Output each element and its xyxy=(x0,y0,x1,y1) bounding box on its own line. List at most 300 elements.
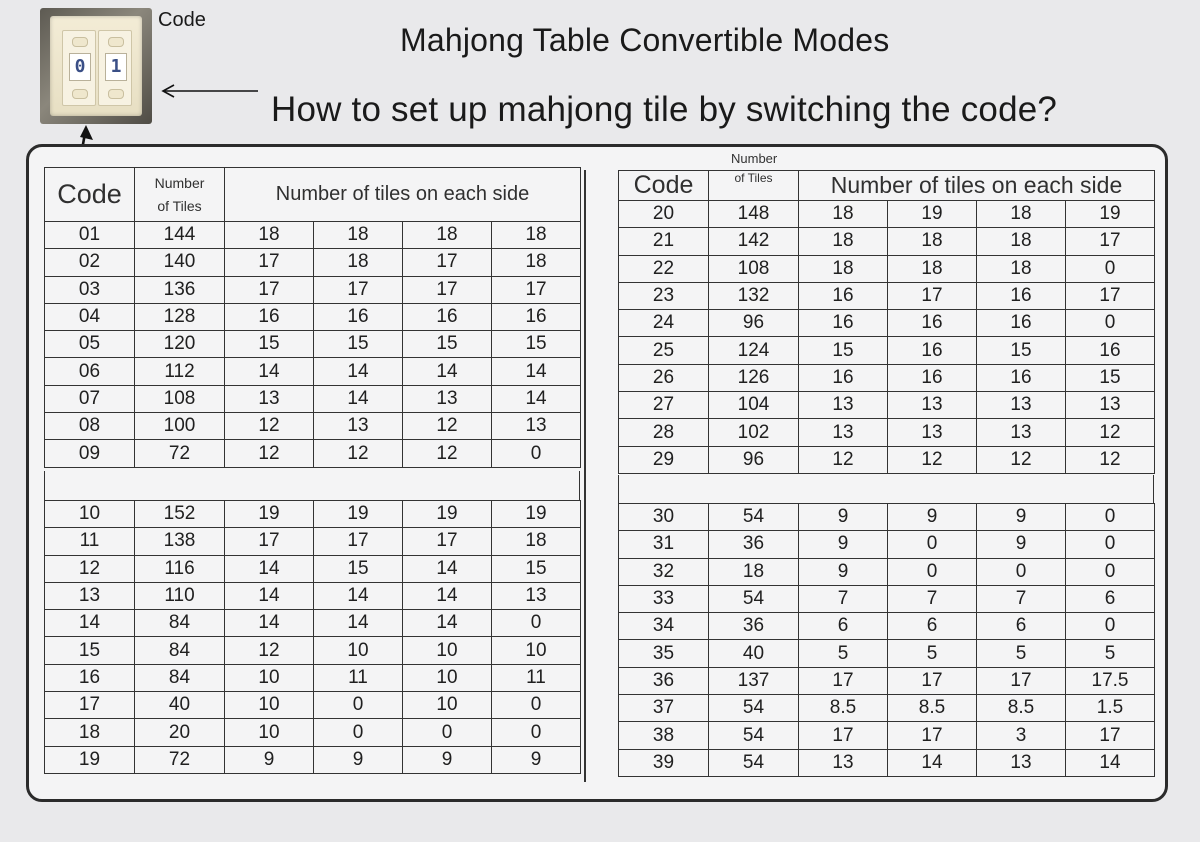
side-1-cell: 9 xyxy=(799,531,888,558)
table-row xyxy=(45,528,581,555)
side-4-cell: 13 xyxy=(1066,392,1155,419)
header-line: Number xyxy=(154,174,205,191)
tile-count-cell: 137 xyxy=(709,667,799,694)
code-cell: 10 xyxy=(45,501,135,528)
tile-count-cell: 148 xyxy=(709,201,799,228)
table-row xyxy=(45,501,581,528)
side-4-cell: 19 xyxy=(492,501,581,528)
side-3-cell: 18 xyxy=(403,222,492,249)
side-2-cell: 6 xyxy=(888,613,977,640)
tile-count-cell: 144 xyxy=(135,222,225,249)
side-4-cell: 0 xyxy=(1066,310,1155,337)
column-header-number-line: Number xyxy=(731,151,778,166)
side-2-cell: 0 xyxy=(888,531,977,558)
code-cell: 04 xyxy=(45,303,135,330)
side-4-cell: 17.5 xyxy=(1066,667,1155,694)
side-3-cell: 15 xyxy=(977,337,1066,364)
side-3-cell: 18 xyxy=(977,228,1066,255)
code-cell: 07 xyxy=(45,385,135,412)
code-cell: 33 xyxy=(619,585,709,612)
table-row xyxy=(619,749,1155,776)
side-3-cell: 9 xyxy=(403,746,492,773)
code-cell: 21 xyxy=(619,228,709,255)
side-1-cell: 12 xyxy=(225,413,314,440)
code-cell: 35 xyxy=(619,640,709,667)
side-2-cell: 13 xyxy=(888,392,977,419)
table-row xyxy=(45,746,581,773)
side-2-cell: 0 xyxy=(314,692,403,719)
code-cell: 14 xyxy=(45,610,135,637)
side-1-cell: 15 xyxy=(225,331,314,358)
tile-count-cell: 152 xyxy=(135,501,225,528)
side-3-cell: 14 xyxy=(403,610,492,637)
table-row xyxy=(45,358,581,385)
table-row xyxy=(619,201,1155,228)
side-4-cell: 17 xyxy=(492,276,581,303)
side-2-cell: 0 xyxy=(314,719,403,746)
side-1-cell: 18 xyxy=(799,201,888,228)
side-2-cell: 15 xyxy=(314,555,403,582)
tile-count-cell: 112 xyxy=(135,358,225,385)
code-cell: 09 xyxy=(45,440,135,467)
side-4-cell: 9 xyxy=(492,746,581,773)
code-cell: 23 xyxy=(619,282,709,309)
side-3-cell: 8.5 xyxy=(977,695,1066,722)
tile-count-cell: 36 xyxy=(709,613,799,640)
side-4-cell: 14 xyxy=(1066,749,1155,776)
dial-up-button xyxy=(72,37,88,47)
side-4-cell: 14 xyxy=(492,358,581,385)
table-row xyxy=(45,413,581,440)
dial-up-button xyxy=(108,37,124,47)
table-row xyxy=(45,331,581,358)
tile-count-cell: 126 xyxy=(709,364,799,391)
tile-count-cell: 128 xyxy=(135,303,225,330)
section-gap xyxy=(44,471,580,501)
code-cell: 08 xyxy=(45,413,135,440)
side-1-cell: 9 xyxy=(225,746,314,773)
side-2-cell: 9 xyxy=(314,746,403,773)
table-row xyxy=(619,419,1155,446)
side-1-cell: 16 xyxy=(799,310,888,337)
side-2-cell: 16 xyxy=(888,310,977,337)
code-cell: 25 xyxy=(619,337,709,364)
side-2-cell: 7 xyxy=(888,585,977,612)
column-header-number-of-tiles xyxy=(709,171,799,201)
side-4-cell: 0 xyxy=(492,440,581,467)
table-row xyxy=(45,303,581,330)
side-1-cell: 16 xyxy=(799,364,888,391)
side-1-cell: 7 xyxy=(799,585,888,612)
side-2-cell: 17 xyxy=(314,528,403,555)
code-table-left-bottom xyxy=(44,500,581,774)
side-2-cell: 17 xyxy=(888,667,977,694)
side-1-cell: 14 xyxy=(225,610,314,637)
side-3-cell: 12 xyxy=(403,413,492,440)
side-3-cell: 16 xyxy=(403,303,492,330)
header-line: of Tiles xyxy=(734,171,773,185)
table-row xyxy=(619,667,1155,694)
side-2-cell: 13 xyxy=(314,413,403,440)
side-4-cell: 0 xyxy=(1066,613,1155,640)
side-3-cell: 16 xyxy=(977,310,1066,337)
side-2-cell: 16 xyxy=(888,337,977,364)
side-4-cell: 16 xyxy=(492,303,581,330)
tile-count-cell: 138 xyxy=(135,528,225,555)
side-3-cell: 14 xyxy=(403,582,492,609)
side-3-cell: 10 xyxy=(403,664,492,691)
side-3-cell: 13 xyxy=(977,749,1066,776)
side-3-cell: 17 xyxy=(977,667,1066,694)
side-2-cell: 18 xyxy=(888,255,977,282)
tile-count-cell: 116 xyxy=(135,555,225,582)
side-1-cell: 14 xyxy=(225,582,314,609)
side-4-cell: 6 xyxy=(1066,585,1155,612)
side-4-cell: 1.5 xyxy=(1066,695,1155,722)
table-row xyxy=(45,664,581,691)
side-4-cell: 17 xyxy=(1066,228,1155,255)
tile-count-cell: 40 xyxy=(135,692,225,719)
table-row xyxy=(45,385,581,412)
side-1-cell: 12 xyxy=(225,637,314,664)
table-row xyxy=(619,558,1155,585)
code-table-right-bottom xyxy=(618,503,1155,777)
side-1-cell: 14 xyxy=(225,358,314,385)
side-4-cell: 10 xyxy=(492,637,581,664)
side-2-cell: 17 xyxy=(314,276,403,303)
side-4-cell: 0 xyxy=(492,692,581,719)
side-1-cell: 16 xyxy=(799,282,888,309)
side-1-cell: 18 xyxy=(225,222,314,249)
code-cell: 28 xyxy=(619,419,709,446)
tile-count-cell: 20 xyxy=(135,719,225,746)
side-2-cell: 13 xyxy=(888,419,977,446)
table-row xyxy=(619,337,1155,364)
side-1-cell: 18 xyxy=(799,228,888,255)
table-row xyxy=(619,446,1155,473)
tile-count-cell: 132 xyxy=(709,282,799,309)
code-cell: 03 xyxy=(45,276,135,303)
tile-count-cell: 140 xyxy=(135,249,225,276)
column-header-code: Code xyxy=(619,171,709,201)
side-4-cell: 18 xyxy=(492,528,581,555)
side-3-cell: 9 xyxy=(977,531,1066,558)
code-cell: 34 xyxy=(619,613,709,640)
side-4-cell: 12 xyxy=(1066,419,1155,446)
side-4-cell: 19 xyxy=(1066,201,1155,228)
side-3-cell: 18 xyxy=(977,255,1066,282)
table-row xyxy=(45,610,581,637)
table-row xyxy=(619,640,1155,667)
side-3-cell: 13 xyxy=(977,419,1066,446)
code-dial-tens xyxy=(62,30,96,106)
tile-count-cell: 100 xyxy=(135,413,225,440)
side-3-cell: 10 xyxy=(403,637,492,664)
tile-count-cell: 84 xyxy=(135,664,225,691)
side-1-cell: 16 xyxy=(225,303,314,330)
side-2-cell: 16 xyxy=(888,364,977,391)
code-cell: 01 xyxy=(45,222,135,249)
dial-digit: 1 xyxy=(105,53,127,81)
code-cell: 11 xyxy=(45,528,135,555)
column-divider xyxy=(584,170,586,782)
table-row xyxy=(619,695,1155,722)
tile-count-cell: 54 xyxy=(709,585,799,612)
side-4-cell: 17 xyxy=(1066,722,1155,749)
side-2-cell: 9 xyxy=(888,504,977,531)
side-4-cell: 0 xyxy=(1066,504,1155,531)
code-switch-photo xyxy=(40,8,152,124)
code-dial-ones xyxy=(98,30,132,106)
side-2-cell: 18 xyxy=(888,228,977,255)
side-3-cell: 17 xyxy=(403,276,492,303)
side-3-cell: 16 xyxy=(977,282,1066,309)
tile-count-cell: 36 xyxy=(709,531,799,558)
side-2-cell: 17 xyxy=(888,282,977,309)
side-1-cell: 5 xyxy=(799,640,888,667)
page-title: Mahjong Table Convertible Modes xyxy=(400,22,890,58)
code-cell: 24 xyxy=(619,310,709,337)
code-table-right-top xyxy=(618,170,1155,474)
column-header-each-side: Number of tiles on each side xyxy=(225,168,581,222)
table-row xyxy=(619,364,1155,391)
side-2-cell: 14 xyxy=(888,749,977,776)
tile-count-cell: 72 xyxy=(135,440,225,467)
side-2-cell: 19 xyxy=(314,501,403,528)
side-3-cell: 12 xyxy=(403,440,492,467)
side-2-cell: 18 xyxy=(314,249,403,276)
side-1-cell: 12 xyxy=(799,446,888,473)
side-2-cell: 12 xyxy=(314,440,403,467)
code-cell: 17 xyxy=(45,692,135,719)
side-2-cell: 18 xyxy=(314,222,403,249)
arrow-left-icon xyxy=(160,84,260,98)
side-4-cell: 5 xyxy=(1066,640,1155,667)
side-3-cell: 9 xyxy=(977,504,1066,531)
side-4-cell: 17 xyxy=(1066,282,1155,309)
side-3-cell: 10 xyxy=(403,692,492,719)
table-row xyxy=(619,310,1155,337)
tile-count-cell: 84 xyxy=(135,610,225,637)
section-gap xyxy=(618,475,1154,504)
table-row xyxy=(619,228,1155,255)
side-1-cell: 17 xyxy=(225,249,314,276)
side-3-cell: 6 xyxy=(977,613,1066,640)
side-3-cell: 17 xyxy=(403,249,492,276)
side-4-cell: 18 xyxy=(492,249,581,276)
code-switch xyxy=(50,16,142,116)
side-1-cell: 17 xyxy=(225,528,314,555)
table-row xyxy=(45,555,581,582)
side-4-cell: 0 xyxy=(492,719,581,746)
code-cell: 39 xyxy=(619,749,709,776)
side-4-cell: 15 xyxy=(492,555,581,582)
tile-count-cell: 54 xyxy=(709,504,799,531)
dial-down-button xyxy=(108,89,124,99)
table-row xyxy=(619,585,1155,612)
side-2-cell: 17 xyxy=(888,722,977,749)
side-2-cell: 14 xyxy=(314,358,403,385)
side-3-cell: 16 xyxy=(977,364,1066,391)
side-4-cell: 0 xyxy=(492,610,581,637)
side-1-cell: 13 xyxy=(225,385,314,412)
side-1-cell: 19 xyxy=(225,501,314,528)
side-1-cell: 9 xyxy=(799,504,888,531)
side-2-cell: 12 xyxy=(888,446,977,473)
tile-count-cell: 104 xyxy=(709,392,799,419)
code-cell: 16 xyxy=(45,664,135,691)
side-2-cell: 8.5 xyxy=(888,695,977,722)
side-3-cell: 18 xyxy=(977,201,1066,228)
table-row xyxy=(619,255,1155,282)
side-1-cell: 8.5 xyxy=(799,695,888,722)
table-row xyxy=(619,282,1155,309)
side-2-cell: 0 xyxy=(888,558,977,585)
dial-digit: 0 xyxy=(69,53,91,81)
tile-count-cell: 96 xyxy=(709,446,799,473)
tile-count-cell: 142 xyxy=(709,228,799,255)
table-row xyxy=(619,531,1155,558)
code-cell: 20 xyxy=(619,201,709,228)
tile-count-cell: 120 xyxy=(135,331,225,358)
side-1-cell: 10 xyxy=(225,664,314,691)
code-cell: 06 xyxy=(45,358,135,385)
side-4-cell: 15 xyxy=(492,331,581,358)
side-2-cell: 16 xyxy=(314,303,403,330)
side-2-cell: 15 xyxy=(314,331,403,358)
table-row xyxy=(45,249,581,276)
side-1-cell: 12 xyxy=(225,440,314,467)
table-row xyxy=(45,276,581,303)
side-3-cell: 0 xyxy=(977,558,1066,585)
side-4-cell: 12 xyxy=(1066,446,1155,473)
side-3-cell: 3 xyxy=(977,722,1066,749)
code-cell: 31 xyxy=(619,531,709,558)
side-3-cell: 0 xyxy=(403,719,492,746)
code-cell: 02 xyxy=(45,249,135,276)
side-2-cell: 14 xyxy=(314,582,403,609)
tile-count-cell: 108 xyxy=(709,255,799,282)
tile-count-cell: 72 xyxy=(135,746,225,773)
column-header-each-side: Number of tiles on each side xyxy=(799,171,1155,201)
code-cell: 30 xyxy=(619,504,709,531)
table-row xyxy=(619,722,1155,749)
table-row xyxy=(619,613,1155,640)
side-2-cell: 14 xyxy=(314,385,403,412)
side-3-cell: 5 xyxy=(977,640,1066,667)
tile-count-cell: 84 xyxy=(135,637,225,664)
column-header-code: Code xyxy=(45,168,135,222)
side-1-cell: 17 xyxy=(225,276,314,303)
tile-count-cell: 54 xyxy=(709,722,799,749)
code-cell: 05 xyxy=(45,331,135,358)
side-2-cell: 10 xyxy=(314,637,403,664)
side-4-cell: 0 xyxy=(1066,558,1155,585)
side-4-cell: 15 xyxy=(1066,364,1155,391)
tile-count-cell: 54 xyxy=(709,695,799,722)
tile-count-cell: 102 xyxy=(709,419,799,446)
side-1-cell: 13 xyxy=(799,419,888,446)
code-cell: 15 xyxy=(45,637,135,664)
code-cell: 12 xyxy=(45,555,135,582)
side-3-cell: 19 xyxy=(403,501,492,528)
side-4-cell: 14 xyxy=(492,385,581,412)
code-cell: 19 xyxy=(45,746,135,773)
side-3-cell: 7 xyxy=(977,585,1066,612)
code-table-left-top xyxy=(44,167,581,468)
side-1-cell: 9 xyxy=(799,558,888,585)
side-3-cell: 13 xyxy=(403,385,492,412)
tile-count-cell: 124 xyxy=(709,337,799,364)
side-2-cell: 11 xyxy=(314,664,403,691)
code-cell: 36 xyxy=(619,667,709,694)
side-2-cell: 14 xyxy=(314,610,403,637)
side-1-cell: 13 xyxy=(799,392,888,419)
tile-count-cell: 108 xyxy=(135,385,225,412)
column-header-number-of-tiles xyxy=(135,168,225,222)
side-2-cell: 19 xyxy=(888,201,977,228)
side-3-cell: 14 xyxy=(403,358,492,385)
side-4-cell: 18 xyxy=(492,222,581,249)
side-1-cell: 10 xyxy=(225,719,314,746)
side-1-cell: 13 xyxy=(799,749,888,776)
side-3-cell: 12 xyxy=(977,446,1066,473)
code-cell: 27 xyxy=(619,392,709,419)
dial-down-button xyxy=(72,89,88,99)
table-row xyxy=(619,504,1155,531)
side-3-cell: 13 xyxy=(977,392,1066,419)
side-1-cell: 17 xyxy=(799,667,888,694)
side-2-cell: 5 xyxy=(888,640,977,667)
code-cell: 37 xyxy=(619,695,709,722)
tile-count-cell: 136 xyxy=(135,276,225,303)
side-1-cell: 6 xyxy=(799,613,888,640)
table-row xyxy=(45,440,581,467)
code-caption: Code xyxy=(158,9,206,31)
tile-count-cell: 54 xyxy=(709,749,799,776)
code-cell: 26 xyxy=(619,364,709,391)
tile-count-cell: 18 xyxy=(709,558,799,585)
code-cell: 13 xyxy=(45,582,135,609)
code-cell: 32 xyxy=(619,558,709,585)
table-row xyxy=(45,222,581,249)
side-1-cell: 18 xyxy=(799,255,888,282)
side-3-cell: 17 xyxy=(403,528,492,555)
table-row xyxy=(45,692,581,719)
side-4-cell: 11 xyxy=(492,664,581,691)
table-row xyxy=(45,637,581,664)
side-1-cell: 15 xyxy=(799,337,888,364)
side-4-cell: 0 xyxy=(1066,531,1155,558)
side-3-cell: 15 xyxy=(403,331,492,358)
table-row xyxy=(619,392,1155,419)
side-4-cell: 13 xyxy=(492,413,581,440)
side-1-cell: 17 xyxy=(799,722,888,749)
tile-count-cell: 96 xyxy=(709,310,799,337)
side-3-cell: 14 xyxy=(403,555,492,582)
table-row xyxy=(45,719,581,746)
code-cell: 18 xyxy=(45,719,135,746)
header-line: of Tiles xyxy=(157,197,202,214)
side-4-cell: 16 xyxy=(1066,337,1155,364)
side-4-cell: 13 xyxy=(492,582,581,609)
code-cell: 29 xyxy=(619,446,709,473)
page-subtitle: How to set up mahjong tile by switching the code? xyxy=(271,90,1058,129)
table-row xyxy=(45,582,581,609)
side-4-cell: 0 xyxy=(1066,255,1155,282)
tile-count-cell: 40 xyxy=(709,640,799,667)
code-cell: 22 xyxy=(619,255,709,282)
